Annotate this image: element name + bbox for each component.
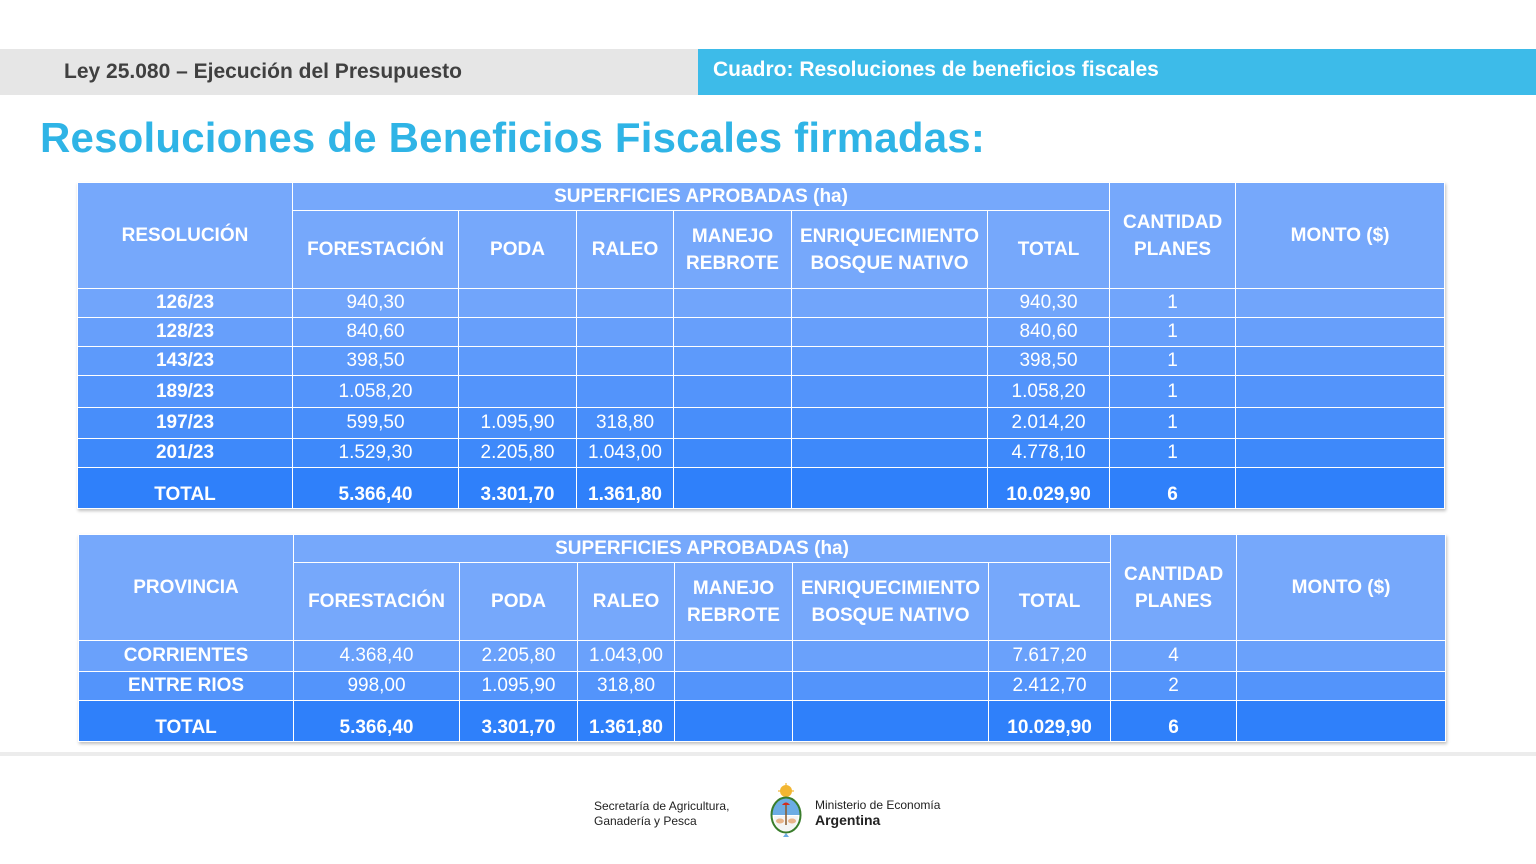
provincias-table	[78, 534, 1446, 742]
manejo-header: MANEJO REBROTE	[675, 563, 793, 641]
cell-manejo	[675, 641, 793, 672]
cell-enriquecimiento	[792, 408, 988, 439]
total-poda: 3.301,70	[460, 701, 578, 742]
cell-total: 7.617,20	[989, 641, 1111, 672]
cell-forestacion: 998,00	[294, 672, 460, 701]
cell-monto	[1236, 408, 1445, 439]
cell-raleo	[577, 376, 674, 408]
header-left-bar	[0, 49, 698, 95]
total-manejo	[675, 701, 793, 742]
cell-forestacion: 840,60	[293, 318, 459, 347]
table-row	[78, 289, 1445, 318]
cell-manejo	[674, 347, 792, 376]
cell-key: 197/23	[78, 408, 293, 439]
total-key: TOTAL	[78, 468, 293, 509]
cell-monto	[1236, 439, 1445, 468]
cell-raleo: 318,80	[578, 672, 675, 701]
cell-key: 143/23	[78, 347, 293, 376]
cell-monto	[1236, 347, 1445, 376]
secretaria-text: Secretaría de Agricultura, Ganadería y Pesca	[594, 799, 730, 828]
monto-header: MONTO ($)	[1236, 183, 1445, 289]
cell-monto	[1237, 672, 1446, 701]
table-row	[79, 672, 1446, 701]
header-left-text: Ley 25.080 – Ejecución del Presupuesto	[64, 60, 463, 83]
cell-enriquecimiento	[792, 439, 988, 468]
forestacion-header: FORESTACIÓN	[293, 211, 459, 289]
cell-monto	[1237, 641, 1446, 672]
cell-monto	[1236, 289, 1445, 318]
cell-poda	[459, 376, 577, 408]
cell-enriquecimiento	[792, 289, 988, 318]
total-poda: 3.301,70	[459, 468, 577, 509]
table-row	[78, 318, 1445, 347]
total-total: 10.029,90	[989, 701, 1111, 742]
cell-total: 2.412,70	[989, 672, 1111, 701]
argentina-coat-of-arms-icon	[766, 783, 806, 839]
cell-cantidad: 1	[1110, 408, 1236, 439]
page-title: Resoluciones de Beneficios Fiscales firmadas:	[40, 114, 986, 161]
resoluciones-table	[77, 182, 1445, 509]
cell-manejo	[674, 376, 792, 408]
cell-total: 840,60	[988, 318, 1110, 347]
cell-poda: 2.205,80	[459, 439, 577, 468]
provincias-body	[79, 641, 1446, 742]
total-enriquecimiento	[792, 468, 988, 509]
cell-raleo: 1.043,00	[578, 641, 675, 672]
total-key: TOTAL	[79, 701, 294, 742]
cell-key: 128/23	[78, 318, 293, 347]
total-raleo: 1.361,80	[577, 468, 674, 509]
cell-key: 201/23	[78, 439, 293, 468]
cell-cantidad: 1	[1110, 439, 1236, 468]
cell-forestacion: 599,50	[293, 408, 459, 439]
key-header: RESOLUCIÓN	[78, 183, 293, 289]
total-forestacion: 5.366,40	[293, 468, 459, 509]
cell-forestacion: 1.529,30	[293, 439, 459, 468]
total-total: 10.029,90	[988, 468, 1110, 509]
cell-enriquecimiento	[793, 672, 989, 701]
cell-poda	[459, 347, 577, 376]
table-row	[78, 376, 1445, 408]
table-row	[78, 439, 1445, 468]
poda-header: PODA	[459, 211, 577, 289]
table-row	[79, 641, 1446, 672]
monto-header: MONTO ($)	[1237, 535, 1446, 641]
cell-cantidad: 4	[1111, 641, 1237, 672]
cell-forestacion: 398,50	[293, 347, 459, 376]
total-raleo: 1.361,80	[578, 701, 675, 742]
cell-monto	[1236, 376, 1445, 408]
raleo-header: RALEO	[577, 211, 674, 289]
cell-cantidad: 1	[1110, 376, 1236, 408]
cell-key: 126/23	[78, 289, 293, 318]
enriquecimiento-header: ENRIQUECIMIENTO BOSQUE NATIVO	[792, 211, 988, 289]
forestacion-header: FORESTACIÓN	[294, 563, 460, 641]
cell-poda: 1.095,90	[460, 672, 578, 701]
cell-total: 4.778,10	[988, 439, 1110, 468]
total-manejo	[674, 468, 792, 509]
group-header: SUPERFICIES APROBADAS (ha)	[293, 183, 1110, 211]
total-cantidad: 6	[1111, 701, 1237, 742]
cell-manejo	[675, 672, 793, 701]
cell-cantidad: 1	[1110, 318, 1236, 347]
cell-poda	[459, 318, 577, 347]
cell-forestacion: 1.058,20	[293, 376, 459, 408]
cell-poda	[459, 289, 577, 318]
cantidad-header: CANTIDAD PLANES	[1111, 535, 1237, 641]
cell-manejo	[674, 439, 792, 468]
cell-raleo: 1.043,00	[577, 439, 674, 468]
total-forestacion: 5.366,40	[294, 701, 460, 742]
total-row	[78, 468, 1445, 509]
cell-raleo	[577, 289, 674, 318]
cell-total: 398,50	[988, 347, 1110, 376]
cell-total: 1.058,20	[988, 376, 1110, 408]
manejo-header: MANEJO REBROTE	[674, 211, 792, 289]
ministerio-text: Ministerio de Economía Argentina	[815, 798, 941, 828]
total-cantidad: 6	[1110, 468, 1236, 509]
cell-manejo	[674, 289, 792, 318]
cell-forestacion: 4.368,40	[294, 641, 460, 672]
total-enriquecimiento	[793, 701, 989, 742]
cell-enriquecimiento	[792, 318, 988, 347]
cell-manejo	[674, 318, 792, 347]
cell-poda: 2.205,80	[460, 641, 578, 672]
cell-enriquecimiento	[792, 347, 988, 376]
table-row	[78, 408, 1445, 439]
footer-divider	[0, 752, 1536, 756]
cell-enriquecimiento	[793, 641, 989, 672]
cell-forestacion: 940,30	[293, 289, 459, 318]
poda-header: PODA	[460, 563, 578, 641]
total-header: TOTAL	[988, 211, 1110, 289]
header-right-bar	[698, 49, 1536, 95]
total-monto	[1236, 468, 1445, 509]
cell-key: CORRIENTES	[79, 641, 294, 672]
group-header: SUPERFICIES APROBADAS (ha)	[294, 535, 1111, 563]
cell-total: 2.014,20	[988, 408, 1110, 439]
header-right-text: Cuadro: Resoluciones de beneficios fiscales	[713, 58, 1159, 81]
total-header: TOTAL	[989, 563, 1111, 641]
cell-cantidad: 1	[1110, 289, 1236, 318]
cell-key: 189/23	[78, 376, 293, 408]
enriquecimiento-header: ENRIQUECIMIENTO BOSQUE NATIVO	[793, 563, 989, 641]
cell-raleo	[577, 347, 674, 376]
cell-key: ENTRE RIOS	[79, 672, 294, 701]
resoluciones-body	[78, 289, 1445, 509]
cell-monto	[1236, 318, 1445, 347]
total-row	[79, 701, 1446, 742]
cell-raleo	[577, 318, 674, 347]
cell-cantidad: 1	[1110, 347, 1236, 376]
cell-manejo	[674, 408, 792, 439]
raleo-header: RALEO	[578, 563, 675, 641]
cell-poda: 1.095,90	[459, 408, 577, 439]
cell-total: 940,30	[988, 289, 1110, 318]
cell-raleo: 318,80	[577, 408, 674, 439]
key-header: PROVINCIA	[79, 535, 294, 641]
total-monto	[1237, 701, 1446, 742]
cell-enriquecimiento	[792, 376, 988, 408]
table-row	[78, 347, 1445, 376]
cell-cantidad: 2	[1111, 672, 1237, 701]
cantidad-header: CANTIDAD PLANES	[1110, 183, 1236, 289]
